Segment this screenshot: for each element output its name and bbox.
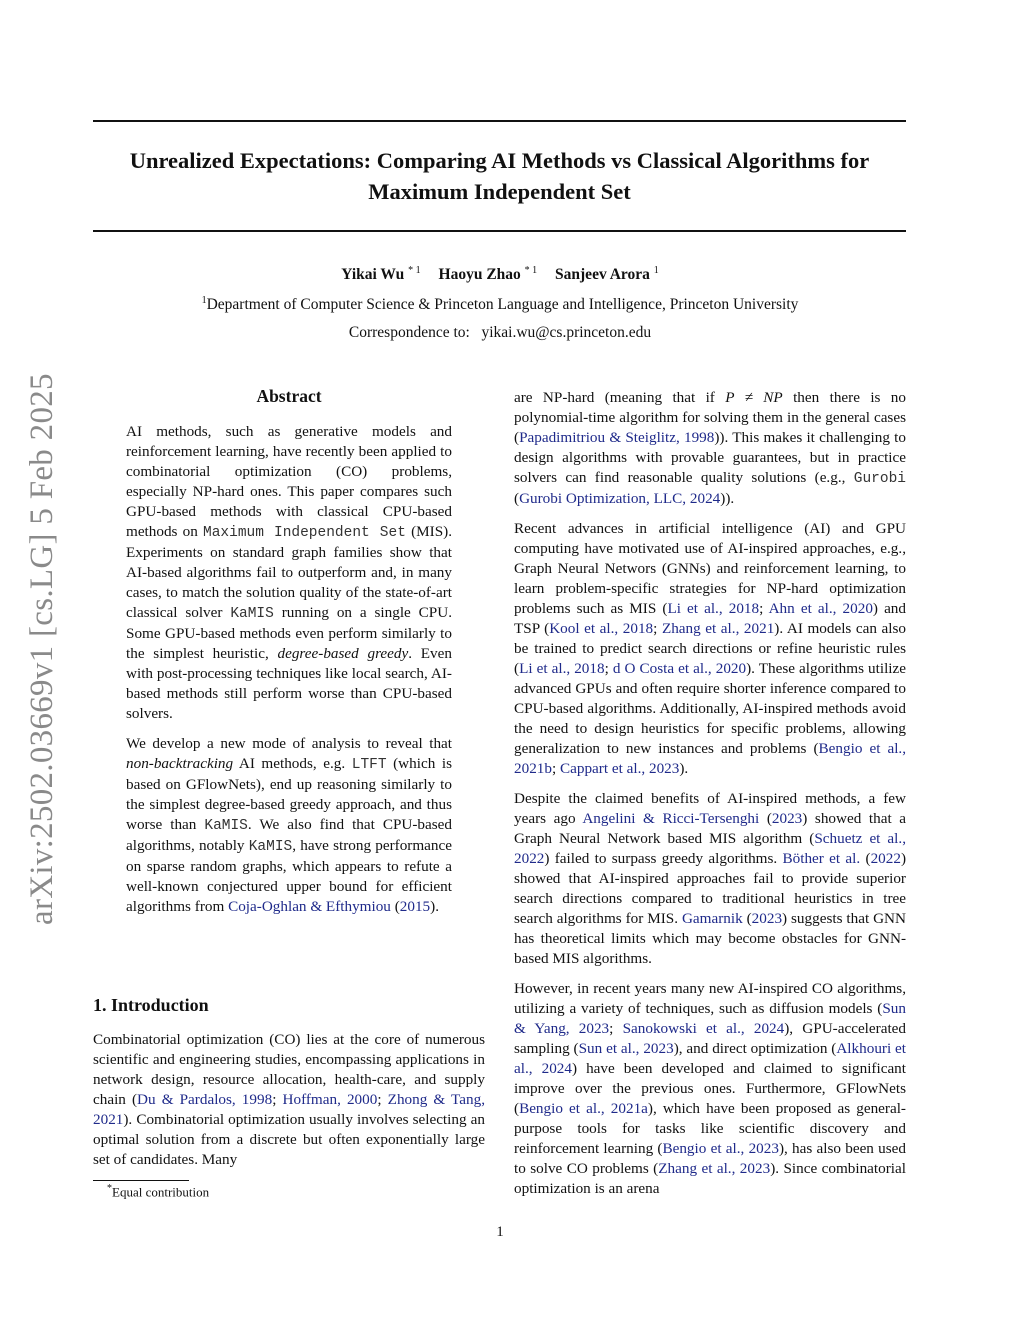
citation-link[interactable]: Bengio et al., 2021a <box>519 1100 648 1117</box>
introduction-body <box>93 1030 485 1180</box>
body-text: ), GPU-accelerated sampling ( <box>514 1020 906 1057</box>
paragraph <box>93 1030 485 1170</box>
body-text: )). This makes it challenging to design algorithms with provable guarantees, but in practice solvers can find reasonable quality solutions (e.g., <box>514 429 906 486</box>
body-text: ). <box>679 760 689 777</box>
body-text: AI methods, e.g. <box>233 755 352 772</box>
body-text: ) showed that AI-inspired approaches fail to provide superior search directions compared to traditional heuristics in tree search algorithms for MIS. <box>514 850 906 927</box>
body-text: Recent advances in artificial intelligence (AI) and GPU computing have motivated use of AI-inspired approaches, e.g., Graph Neural Networs (GNNs) and reinforcement learning, to learn problem-specific strategies for NP-hard optimization problems such as MIS ( <box>514 520 906 617</box>
body-text: ( <box>514 490 520 507</box>
body-text: ; <box>609 1020 623 1037</box>
right-column-body <box>514 388 906 1209</box>
citation-link[interactable]: 2023 <box>751 910 783 927</box>
body-text: ; <box>759 600 769 617</box>
page-number: 1 <box>496 1224 504 1240</box>
body-text: Despite the claimed benefits of AI-inspired methods, a few years ago <box>514 790 906 827</box>
citation-link[interactable]: Kool et al., 2018 <box>549 620 654 637</box>
paragraph <box>126 734 452 917</box>
body-text: (which is based on GFlowNets), end up reasoning similarly to the simplest degree-based greedy approach, and thus worse than <box>126 755 452 833</box>
emphasis: degree-based greedy <box>277 645 409 662</box>
affiliation-text: Department of Computer Science & Princeton Language and Intelligence, Princeton University <box>206 296 799 314</box>
citation-link[interactable]: Du & Pardalos, 1998 <box>137 1091 273 1108</box>
body-text: ( <box>860 850 871 867</box>
body-text: ; <box>604 660 613 677</box>
body-text: However, in recent years many new AI-inspired CO algorithms, utilizing a variety of techniques, such as diffusion models ( <box>514 980 906 1017</box>
citation-link[interactable]: Böther et al. <box>782 850 861 867</box>
citation-link[interactable]: Zhang et al., 2021 <box>661 620 775 637</box>
footnote-mark: * <box>107 1183 112 1194</box>
body-text: ), which have been proposed as general-purpose tools for tasks like scientific discovery and reinforcement learning ( <box>514 1100 906 1157</box>
body-text: , have strong performance on sparse random graphs, which appears to refute a well-known conjectured upper bound for efficient algorithms from <box>126 837 452 915</box>
body-text: ), has also been used to solve CO problems ( <box>514 1140 906 1177</box>
code-term: Gurobi <box>853 471 906 487</box>
body-text: ; <box>551 760 560 777</box>
citation-link[interactable]: Zhong & Tang, 2021 <box>93 1091 485 1128</box>
body-text: then there is no polynomial-time algorithm for solving them in the general cases ( <box>514 389 906 446</box>
author <box>555 266 659 283</box>
citation-link[interactable]: Alkhouri et al., 2024 <box>514 1040 907 1077</box>
arxiv-identifier: arXiv:2502.03669v1 [cs.LG] 5 Feb 2025 <box>24 373 60 925</box>
body-text: ( <box>759 810 772 827</box>
body-text: ), and direct optimization ( <box>673 1040 837 1057</box>
paragraph <box>514 979 906 1199</box>
title-bottom-rule <box>93 230 906 232</box>
body-text: ( <box>390 898 400 915</box>
math-expression: P ≠ NP <box>725 389 783 406</box>
body-text: Combinatorial optimization (CO) lies at the core of numerous scientific and engineering studies, encompassing applications in network design, resource allocation, health-care, and supply chain ( <box>93 1031 485 1108</box>
body-text: ; <box>272 1091 283 1108</box>
citation-link[interactable]: Gurobi Optimization, LLC, 2024 <box>519 490 721 507</box>
citation-link[interactable]: Sun & Yang, 2023 <box>514 1000 906 1037</box>
citation-link[interactable]: Schuetz et al., 2022 <box>514 830 906 867</box>
code-term: KaMIS <box>248 839 293 855</box>
paragraph <box>514 388 906 509</box>
body-text: ). Since combinatorial optimization is an arena <box>514 1160 906 1197</box>
author <box>439 266 538 283</box>
body-text: AI methods, such as generative models and reinforcement learning, have recently been applied to combinatorial optimization (CO) problems, especially NP-hard ones. This paper compares such GPU-based methods with classical CPU-based methods on <box>126 423 452 540</box>
body-text: ; <box>653 620 662 637</box>
citation-link[interactable]: Papadimitriou & Steiglitz, 1998 <box>519 429 715 446</box>
footnote <box>107 1183 209 1200</box>
body-text: ). AI models can also be trained to predict search directions or refine heuristic rules ( <box>514 620 906 677</box>
top-rule <box>93 120 906 122</box>
citation-link[interactable]: Ahn et al., 2020 <box>768 600 873 617</box>
footnote-text: Equal contribution <box>112 1184 210 1200</box>
citation-link[interactable]: 2015 <box>399 898 431 915</box>
paragraph <box>514 519 906 779</box>
author-affiliation-mark: * 1 <box>408 265 421 276</box>
correspondence: Correspondence to: yikai.wu@cs.princeton.edu <box>348 324 652 341</box>
citation-link[interactable]: Bengio et al., 2021b <box>514 740 907 777</box>
author-affiliation-mark: * 1 <box>524 265 538 276</box>
citation-link[interactable]: Bengio et al., 2023 <box>662 1140 779 1157</box>
code-term: KaMIS <box>230 606 274 622</box>
abstract-heading: Abstract <box>256 386 322 406</box>
author-list <box>0 265 1000 284</box>
citation-link[interactable]: Li et al., 2018 <box>667 600 760 617</box>
citation-link[interactable]: Sanokowski et al., 2024 <box>622 1020 785 1037</box>
affiliation <box>0 295 1000 314</box>
citation-link[interactable]: 2022 <box>870 850 901 867</box>
body-text: ; <box>377 1091 388 1108</box>
citation-link[interactable]: Hoffman, 2000 <box>282 1091 378 1108</box>
emphasis: non-backtracking <box>126 755 234 772</box>
citation-link[interactable]: Sun et al., 2023 <box>578 1040 674 1057</box>
citation-link[interactable]: 2023 <box>771 810 803 827</box>
abstract-body <box>126 422 452 927</box>
author-name: Sanjeev Arora <box>555 266 650 284</box>
author-name: Haoyu Zhao <box>438 266 521 284</box>
body-text: ) have been developed and claimed to significant improve over the previous ones. Furthermore, GFlowNets ( <box>514 1060 906 1117</box>
paragraph <box>514 789 906 969</box>
citation-link[interactable]: Gamarnik <box>681 910 743 927</box>
author-affiliation-mark: 1 <box>653 265 659 276</box>
citation-link[interactable]: Coja-Oghlan & Efthymiou <box>228 898 391 915</box>
body-text: ( <box>742 910 752 927</box>
paper-title: Unrealized Expectations: Comparing AI Methods vs Classical Algorithms for Maximum Independent Set <box>129 148 870 204</box>
body-text: ). These algorithms utilize advanced GPUs and often require shorter inference compared to CPU-based algorithms. Additionally, AI-inspired methods avoid the need to design heuristics for specific problems, allowing generalization to new instances and problems ( <box>514 660 906 757</box>
code-term: Maximum Independent Set <box>203 525 406 541</box>
body-text: )). <box>720 490 735 507</box>
body-text: running on a single CPU. Some GPU-based methods even perform similarly to the simplest heuristic, <box>126 604 452 662</box>
body-text: ) showed that a Graph Neural Network based MIS algorithm ( <box>514 810 906 847</box>
affiliation-mark: 1 <box>201 295 207 306</box>
author <box>341 266 420 283</box>
citation-link[interactable]: Cappart et al., 2023 <box>560 760 680 777</box>
body-text: . Even with post-processing techniques like local search, AI-based methods still perform worse than CPU-based solvers. <box>126 645 452 722</box>
citation-link[interactable]: Zhang et al., 2023 <box>658 1160 771 1177</box>
body-text: ). Combinatorial optimization usually involves selecting an optimal solution from a discrete but often exponentially large set of candidates. Many <box>93 1111 485 1168</box>
code-term: KaMIS <box>204 818 248 834</box>
paragraph <box>126 422 452 724</box>
body-text: (MIS). Experiments on standard graph families show that AI-based algorithms fail to outperform and, in many cases, to match the solution quality of the state-of-art classical solver <box>126 523 453 621</box>
code-term: LTFT <box>351 757 387 773</box>
citation-link[interactable]: d O Costa et al., 2020 <box>612 660 747 677</box>
citation-link[interactable]: Angelini & Ricci-Tersenghi <box>582 810 760 827</box>
introduction-heading: 1. Introduction <box>93 995 209 1015</box>
citation-link[interactable]: Li et al., 2018 <box>519 660 605 677</box>
body-text: are NP-hard (meaning that if <box>514 389 726 406</box>
body-text: ) failed to surpass greedy algorithms. <box>544 850 783 867</box>
body-text: We develop a new mode of analysis to reveal that <box>126 735 452 752</box>
body-text: . We also find that CPU-based algorithms, notably <box>126 816 453 854</box>
body-text: ) and TSP ( <box>514 600 906 637</box>
author-name: Yikai Wu <box>341 266 405 284</box>
body-text: ). <box>430 898 439 915</box>
body-text: ) suggests that GNN has theoretical limits which may become obstacles for GNN-based MIS algorithms. <box>514 910 906 967</box>
footnote-rule <box>93 1180 189 1181</box>
